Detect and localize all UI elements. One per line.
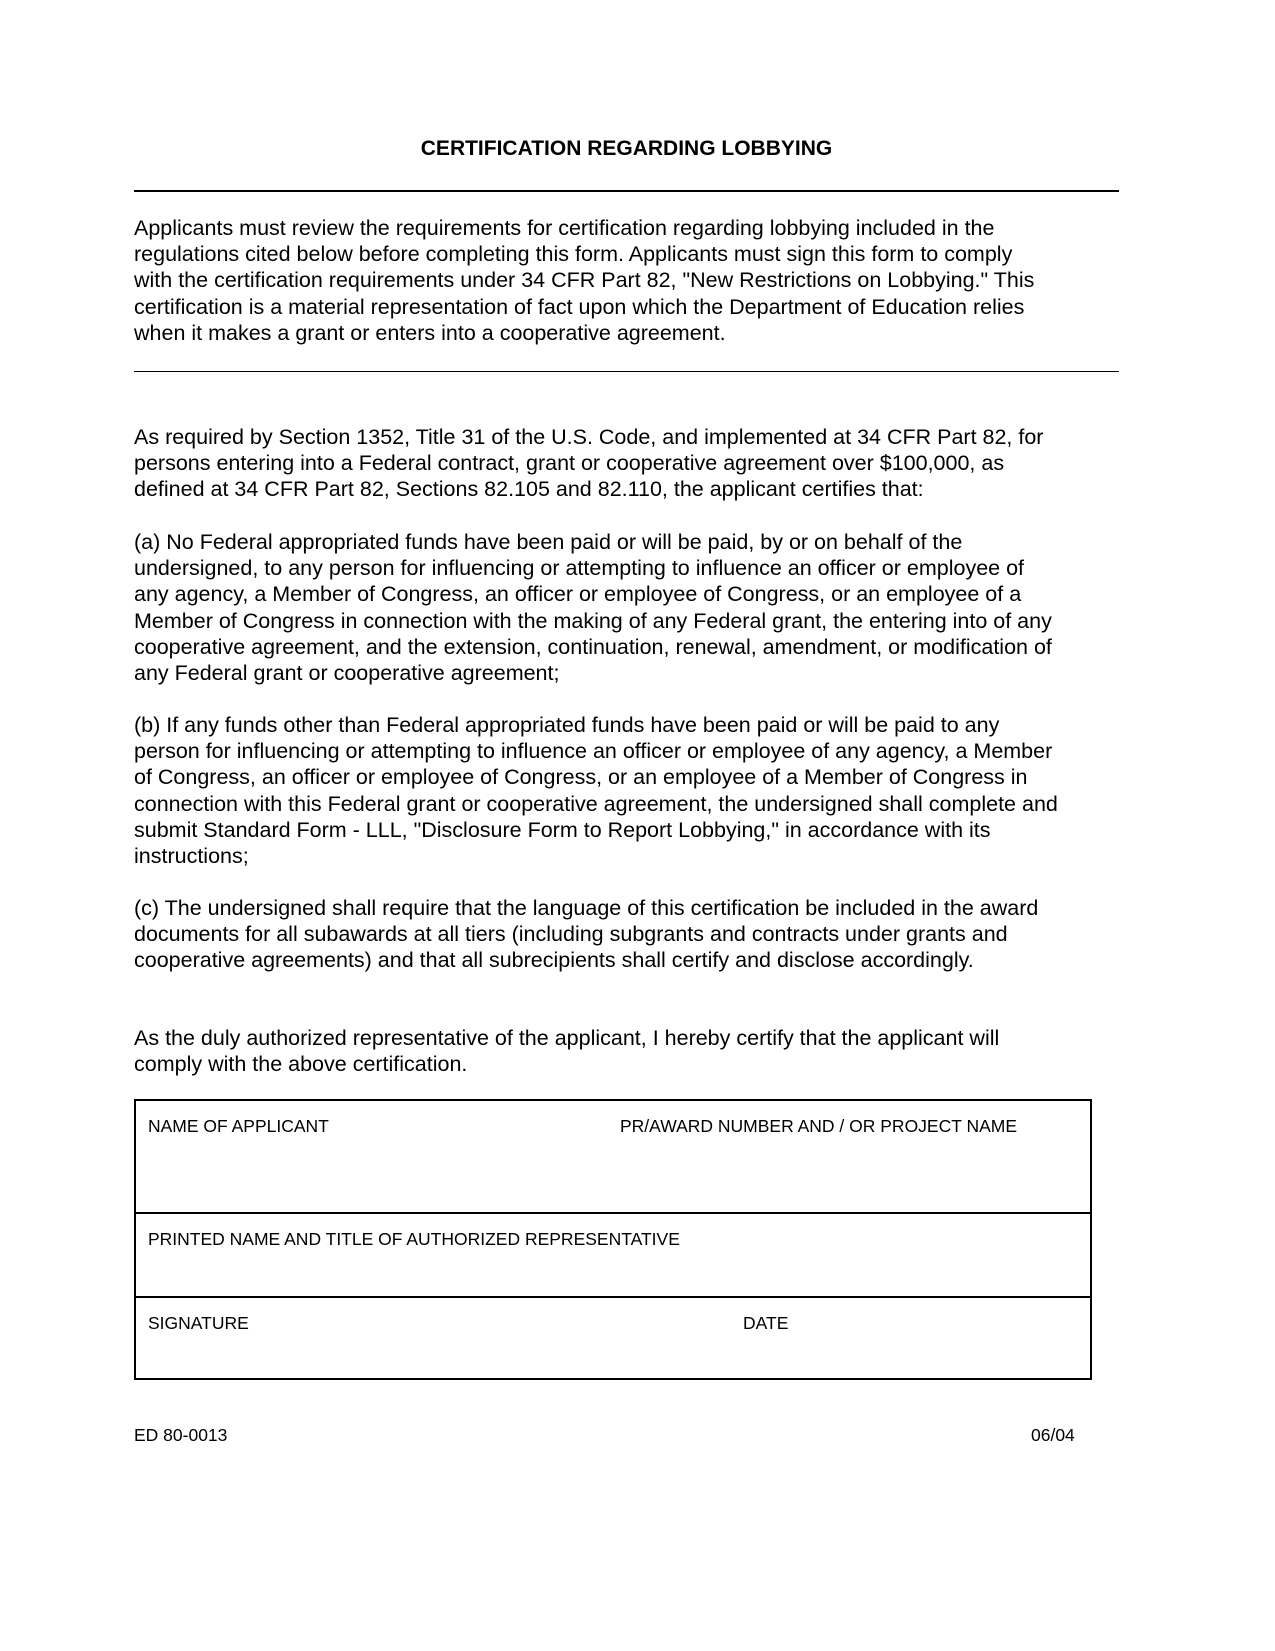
signature-label: SIGNATURE — [148, 1313, 249, 1333]
form-number: ED 80-0013 — [134, 1425, 228, 1445]
clause-c-paragraph: (c) The undersigned shall require that the language of this certification be included in the award documents for all subawards at all tiers (including subgrants and contracts under grants and cooperative agreements) and that all subrecipients shall certify and disclose accordingly. — [134, 896, 1039, 973]
date-label: DATE — [743, 1313, 789, 1333]
statutory-requirement-paragraph: As required by Section 1352, Title 31 of the U.S. Code, and implemented at 34 CFR Part 82, for persons entering into a Federal contract, grant or cooperative agreement over $100,000, as defined at 34 CFR Part 82, Sections 82.105 and 82.110, the applicant certifies that: — [134, 425, 1044, 502]
printed-name-row[interactable] — [136, 1214, 1090, 1298]
top-divider — [134, 190, 1119, 192]
form-title: CERTIFICATION REGARDING LOBBYING — [420, 137, 833, 160]
signature-block — [134, 1099, 1092, 1380]
award-number-label: PR/AWARD NUMBER AND / OR PROJECT NAME — [620, 1116, 1018, 1136]
intro-paragraph: Applicants must review the requirements for certification regarding lobbying included in the regulations cited below before completing this form. Applicants must sign this form to comply with the certification requirements under 34 CFR Part 82, "New Restrictions on Lobbying." This certification is a material representation of fact upon which the Department of Education relies when it makes a grant or enters into a cooperative agreement. — [134, 216, 1035, 345]
name-of-applicant-label: NAME OF APPLICANT — [148, 1116, 329, 1136]
signature-row[interactable] — [136, 1298, 1090, 1380]
form-revision-date: 06/04 — [1031, 1425, 1075, 1445]
bottom-divider — [134, 371, 1119, 372]
printed-name-label: PRINTED NAME AND TITLE OF AUTHORIZED REPRESENTATIVE — [148, 1229, 680, 1249]
certification-statement: As the duly authorized representative of the applicant, I hereby certify that the applicant will comply with the above certification. — [134, 1026, 1000, 1077]
clause-a-paragraph: (a) No Federal appropriated funds have been paid or will be paid, by or on behalf of the undersigned, to any person for influencing or attempting to influence an officer or employee of any agency, a Member of Congress, an officer or employee of Congress, or an employee of a Member of Congress in connection with the making of any Federal grant, the entering into of any cooperative agreement, and the extension, continuation, renewal, amendment, or modification of any Federal grant or cooperative agreement; — [134, 530, 1052, 686]
applicant-row[interactable] — [136, 1101, 1090, 1214]
clause-b-paragraph: (b) If any funds other than Federal appropriated funds have been paid or will be paid to any person for influencing or attempting to influence an officer or employee of any agency, a Member of Congress, an officer or employee of Congress, or an employee of a Member of Congress in connection with this Federal grant or cooperative agreement, the undersigned shall complete and submit Standard Form - LLL, "Disclosure Form to Report Lobbying," in accordance with its instructions; — [134, 713, 1058, 869]
